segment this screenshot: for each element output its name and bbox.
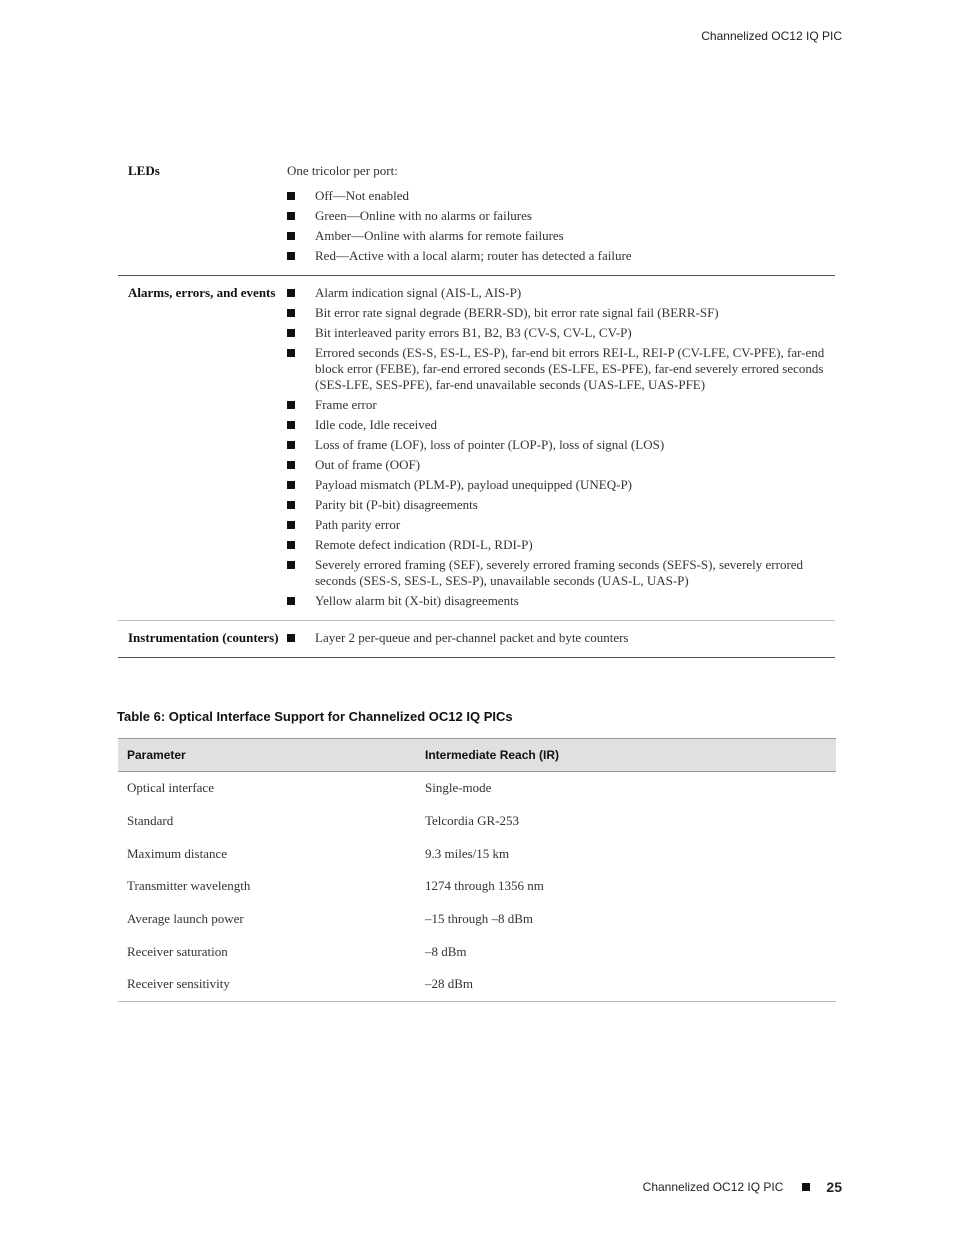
square-bullet-icon (287, 212, 295, 220)
list-item (287, 248, 835, 264)
parameter-cell: Receiver saturation (127, 943, 228, 959)
square-bullet-icon (287, 192, 295, 200)
square-bullet-icon (287, 561, 295, 569)
list-item-text: Frame error (315, 397, 377, 412)
spec-intro: One tricolor per port: (287, 163, 398, 178)
parameter-cell: Average launch power (127, 911, 244, 927)
value-cell: Telcordia GR-253 (425, 813, 520, 829)
parameter-cell: Receiver sensitivity (118, 968, 416, 1001)
square-bullet-icon (287, 289, 295, 297)
square-bullet-icon (287, 309, 295, 317)
value-cell: –15 through –8 dBm (425, 911, 533, 927)
list-item (287, 630, 835, 646)
parameter-cell: Optical interface (127, 780, 214, 796)
list-item (287, 457, 835, 473)
list-item-text: Red—Active with a local alarm; router has detected a failure (315, 248, 632, 263)
square-bullet-icon (287, 481, 295, 489)
list-item (287, 417, 835, 433)
square-bullet-icon (287, 401, 295, 409)
list-item (287, 285, 835, 301)
list-item (287, 497, 835, 513)
square-bullet-icon (287, 252, 295, 260)
list-item-text: Severely errored framing (SEF), severely errored framing seconds (SEFS-S), severely errored seconds (SES-S, SES-L, SES-P), unavailable seconds (UAS-L, UAS-P) (315, 557, 804, 588)
list-item-text: Bit interleaved parity errors B1, B2, B3 (CV-S, CV-L, CV-P) (315, 325, 632, 340)
list-item-text: Layer 2 per-queue and per-channel packet and byte counters (315, 630, 629, 645)
list-item (287, 228, 835, 244)
table-header-row (118, 739, 836, 772)
square-bullet-icon (287, 521, 295, 529)
bullet-list (287, 630, 835, 646)
list-item (287, 305, 835, 321)
list-item (287, 208, 835, 224)
table-row (118, 935, 836, 968)
list-item-text: Remote defect indication (RDI-L, RDI-P) (315, 537, 533, 552)
square-bullet-icon (287, 232, 295, 240)
page-footer (643, 1179, 842, 1195)
spec-label: Instrumentation (counters) (128, 630, 279, 645)
list-item-text: Idle code, Idle received (315, 417, 437, 432)
list-item (287, 537, 835, 553)
spec-row-leds (118, 160, 835, 276)
list-item-text: Payload mismatch (PLM-P), payload unequipped (UNEQ-P) (315, 477, 633, 492)
list-item-text: Errored seconds (ES-S, ES-L, ES-P), far-end bit errors REI-L, REI-P (CV-LFE, CV-PFE), far-end block error (FEBE), far-end errored seconds (ES-LFE, ES-PFE), far-end severely errored seconds (SES-LFE, SES-PFE), far-end unavailable seconds (UAS-LFE, UAS-PFE) (315, 345, 825, 392)
list-item (287, 345, 835, 393)
list-item-text: Out of frame (OOF) (315, 457, 421, 472)
spec-label: Alarms, errors, and events (128, 285, 276, 300)
spec-body (287, 160, 835, 268)
bullet-list (287, 188, 835, 264)
list-item (287, 188, 835, 204)
list-item-text: Path parity error (315, 517, 401, 532)
square-bullet-icon (287, 501, 295, 509)
parameter-cell: Maximum distance (127, 845, 228, 861)
list-item-text: Loss of frame (LOF), loss of pointer (LOP-P), loss of signal (LOS) (315, 437, 665, 452)
spec-row-instrumentation (118, 621, 835, 658)
table-row (118, 772, 836, 805)
spec-label: LEDs (128, 163, 160, 178)
column-header-ir: Intermediate Reach (IR) (416, 739, 836, 772)
list-item-text: Parity bit (P-bit) disagreements (315, 497, 478, 512)
square-bullet-icon (287, 329, 295, 337)
list-item-text: Off—Not enabled (315, 188, 409, 203)
list-item-text: Amber—Online with alarms for remote failures (315, 228, 564, 243)
list-item (287, 325, 835, 341)
table-row (118, 805, 836, 838)
square-bullet-icon (287, 349, 295, 357)
list-item (287, 437, 835, 453)
table-row (118, 870, 836, 903)
table-body (118, 772, 836, 1002)
list-item-text: Bit error rate signal degrade (BERR-SD), bit error rate signal fail (BERR-SF) (315, 305, 719, 320)
bullet-list (287, 285, 835, 609)
list-item (287, 397, 835, 413)
footer-title: Channelized OC12 IQ PIC (642, 1180, 784, 1194)
table-row (118, 903, 836, 936)
list-item (287, 593, 835, 609)
spec-body (287, 627, 835, 650)
list-item (287, 517, 835, 533)
list-item (287, 477, 835, 493)
parameter-cell: Transmitter wavelength (127, 878, 251, 894)
page-number: 25 (826, 1179, 842, 1195)
value-cell: –28 dBm (416, 968, 836, 1001)
square-bullet-icon (287, 441, 295, 449)
square-bullet-icon (287, 461, 295, 469)
table-row (118, 837, 836, 870)
list-item-text: Green—Online with no alarms or failures (315, 208, 532, 223)
square-bullet-icon (287, 541, 295, 549)
optical-interface-table (118, 738, 836, 1002)
parameter-cell: Standard (127, 813, 174, 829)
running-header: Channelized OC12 IQ PIC (701, 29, 842, 43)
value-cell: 9.3 miles/15 km (425, 845, 510, 861)
value-cell: Single-mode (425, 780, 492, 796)
list-item-text: Yellow alarm bit (X-bit) disagreements (315, 593, 519, 608)
table-caption: Table 6: Optical Interface Support for Channelized OC12 IQ PICs (117, 709, 513, 724)
square-bullet-icon (802, 1183, 810, 1191)
spec-row-alarms (118, 276, 835, 621)
column-header-parameter: Parameter (118, 739, 416, 772)
spec-body (287, 282, 835, 613)
square-bullet-icon (287, 597, 295, 605)
value-cell: 1274 through 1356 nm (425, 878, 544, 894)
list-item-text: Alarm indication signal (AIS-L, AIS-P) (315, 285, 522, 300)
value-cell: –8 dBm (425, 943, 467, 959)
spec-table (118, 160, 835, 658)
list-item (287, 557, 835, 589)
square-bullet-icon (287, 634, 295, 642)
table-row (118, 968, 836, 1001)
square-bullet-icon (287, 421, 295, 429)
